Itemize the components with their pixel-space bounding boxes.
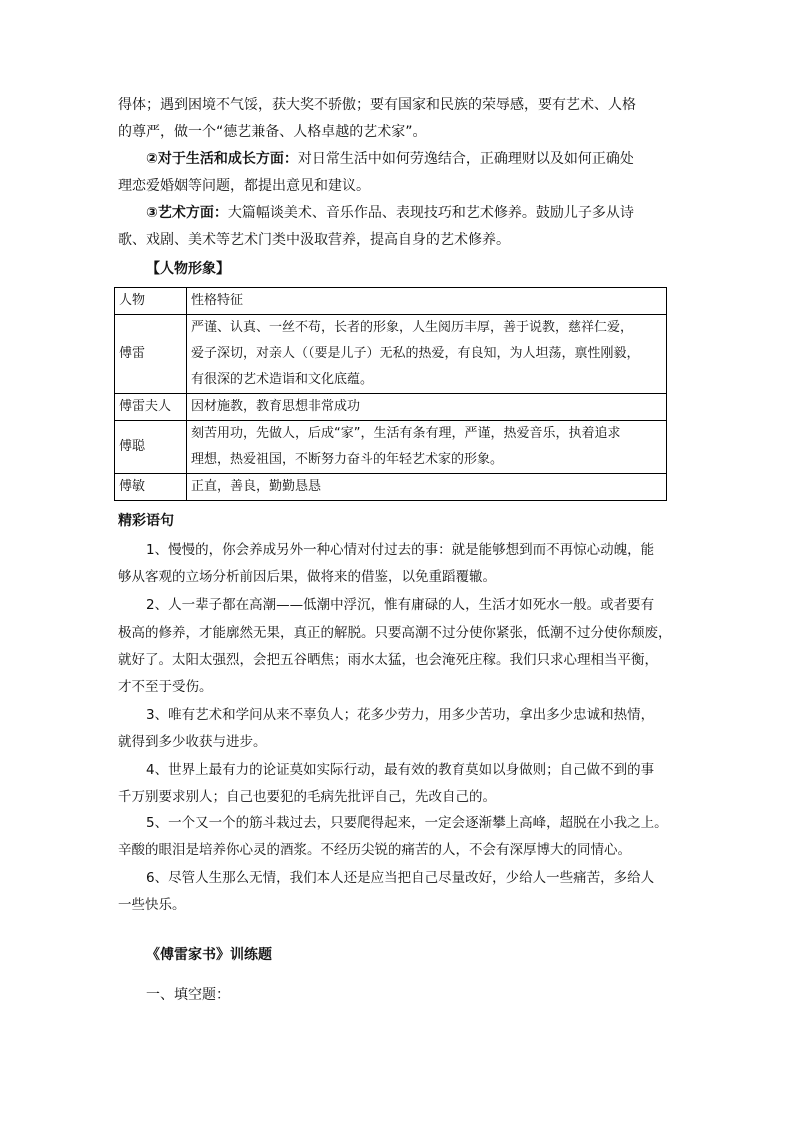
item-life-growth bbox=[146, 146, 678, 173]
trait-line: 刻苦用功，先做人，后成“家”，生活有条有理，严谨，热爱音乐，执着追求 bbox=[191, 426, 621, 441]
quotes-heading: 精彩语句 bbox=[118, 513, 174, 529]
quote-5-line-2: 辛酸的眼泪是培养你心灵的酒浆。不经历尖锐的痛苦的人，不会有深厚博大的同情心。 bbox=[118, 842, 631, 858]
person-traits bbox=[187, 421, 667, 474]
trait-line: 严谨、认真、一丝不苟，长者的形象，人生阅历丰厚，善于说教，慈祥仁爱， bbox=[191, 320, 634, 335]
item-life-growth-label: ②对于生活和成长方面： bbox=[146, 151, 298, 167]
person-traits bbox=[187, 315, 667, 394]
quote-5-line-1: 5、一个又一个的筋斗栽过去，只要爬得起来，一定会逐渐攀上高峰，超脱在小我之上。 bbox=[146, 815, 668, 831]
person-name: 傅聪 bbox=[115, 421, 187, 474]
person-traits bbox=[187, 394, 667, 421]
quote-2-line-1: 2、人一辈子都在高潮——低潮中浮沉，惟有庸碌的人，生活才如死水一般。或者要有 bbox=[146, 597, 655, 613]
quote-4-line-1: 4、世界上最有力的论证莫如实际行动，最有效的教育莫如以身做则；自己做不到的事 bbox=[146, 762, 655, 778]
quote-4-line-2: 千万别要求别人；自己也要犯的毛病先批评自己，先改自己的。 bbox=[118, 789, 496, 805]
quote-3-line-1: 3、唯有艺术和学问从来不辜负人；花多少劳力，用多少苦功，拿出多少忠诚和热情， bbox=[146, 707, 655, 723]
person-name: 傅雷 bbox=[115, 315, 187, 394]
table-row bbox=[115, 315, 667, 394]
quote-6-line-2: 一些快乐。 bbox=[118, 897, 186, 913]
quote-2-line-3: 就好了。太阳太强烈，会把五谷晒焦；雨水太猛，也会淹死庄稼。我们只求心理相当平衡， bbox=[118, 652, 658, 668]
trait-line: 有很深的艺术造诣和文化底蕴。 bbox=[191, 372, 374, 387]
quote-6-line-1: 6、尽管人生那么无情，我们本人还是应当把自己尽量改好，少给人一些痛苦，多给人 bbox=[146, 870, 655, 886]
person-traits bbox=[187, 474, 667, 501]
item-art-cont: 歌、戏剧、美术等艺术门类中汲取营养，提高自身的艺术修养。 bbox=[118, 232, 510, 248]
intro-line-1: 得体；遇到困境不气馁，获大奖不骄傲；要有国家和民族的荣辱感，要有艺术、人格 bbox=[118, 97, 636, 113]
item-life-growth-cont: 理恋爱婚姻等问题，都提出意见和建议。 bbox=[118, 178, 370, 194]
item-art-label: ③艺术方面： bbox=[146, 205, 228, 221]
exercise-section-fill-blank: 一、填空题： bbox=[146, 987, 230, 1003]
item-art-text: 大篇幅谈美术、音乐作品、表现技巧和艺术修养。鼓励儿子多从诗 bbox=[227, 205, 634, 221]
person-name: 傅敏 bbox=[115, 474, 187, 501]
item-life-growth-text: 对日常生活中如何劳逸结合，正确理财以及如何正确处 bbox=[297, 151, 634, 167]
exercise-title: 《傅雷家书》训练题 bbox=[146, 947, 272, 963]
table-row bbox=[115, 474, 667, 501]
trait-line: 因材施教，教育思想非常成功 bbox=[191, 399, 361, 414]
header-traits: 性格特征 bbox=[187, 288, 667, 315]
quote-2-line-2: 极高的修养，才能廓然无果，真正的解脱。只要高潮不过分使你紧张，低潮不过分使你颓废， bbox=[118, 625, 672, 641]
characters-heading: 【人物形象】 bbox=[146, 261, 230, 277]
table-row bbox=[115, 394, 667, 421]
quote-2-line-4: 才不至于受伤。 bbox=[118, 679, 213, 695]
quote-1-line-2: 够从客观的立场分析前因后果，做将来的借鉴，以免重蹈覆辙。 bbox=[118, 569, 496, 585]
quote-3-line-2: 就得到多少收获与进步。 bbox=[118, 734, 267, 750]
intro-line-2: 的尊严，做一个“德艺兼备、人格卓越的艺术家”。 bbox=[118, 124, 427, 140]
trait-line: 理想，热爱祖国，不断努力奋斗的年轻艺术家的形象。 bbox=[191, 452, 504, 467]
table-row bbox=[115, 421, 667, 474]
character-table bbox=[114, 287, 667, 501]
person-name: 傅雷夫人 bbox=[115, 394, 187, 421]
header-person: 人物 bbox=[115, 288, 187, 315]
item-art bbox=[146, 200, 678, 227]
table-header-row bbox=[115, 288, 667, 315]
quote-1-line-1: 1、慢慢的，你会养成另外一种心情对付过去的事：就是能够想到而不再惊心动魄，能 bbox=[146, 542, 655, 558]
trait-line: 爱子深切，对亲人（（要是儿子）无私的热爱，有良知，为人坦荡，禀性刚毅， bbox=[191, 346, 640, 361]
trait-line: 正直，善良，勤勤恳恳 bbox=[191, 479, 322, 494]
